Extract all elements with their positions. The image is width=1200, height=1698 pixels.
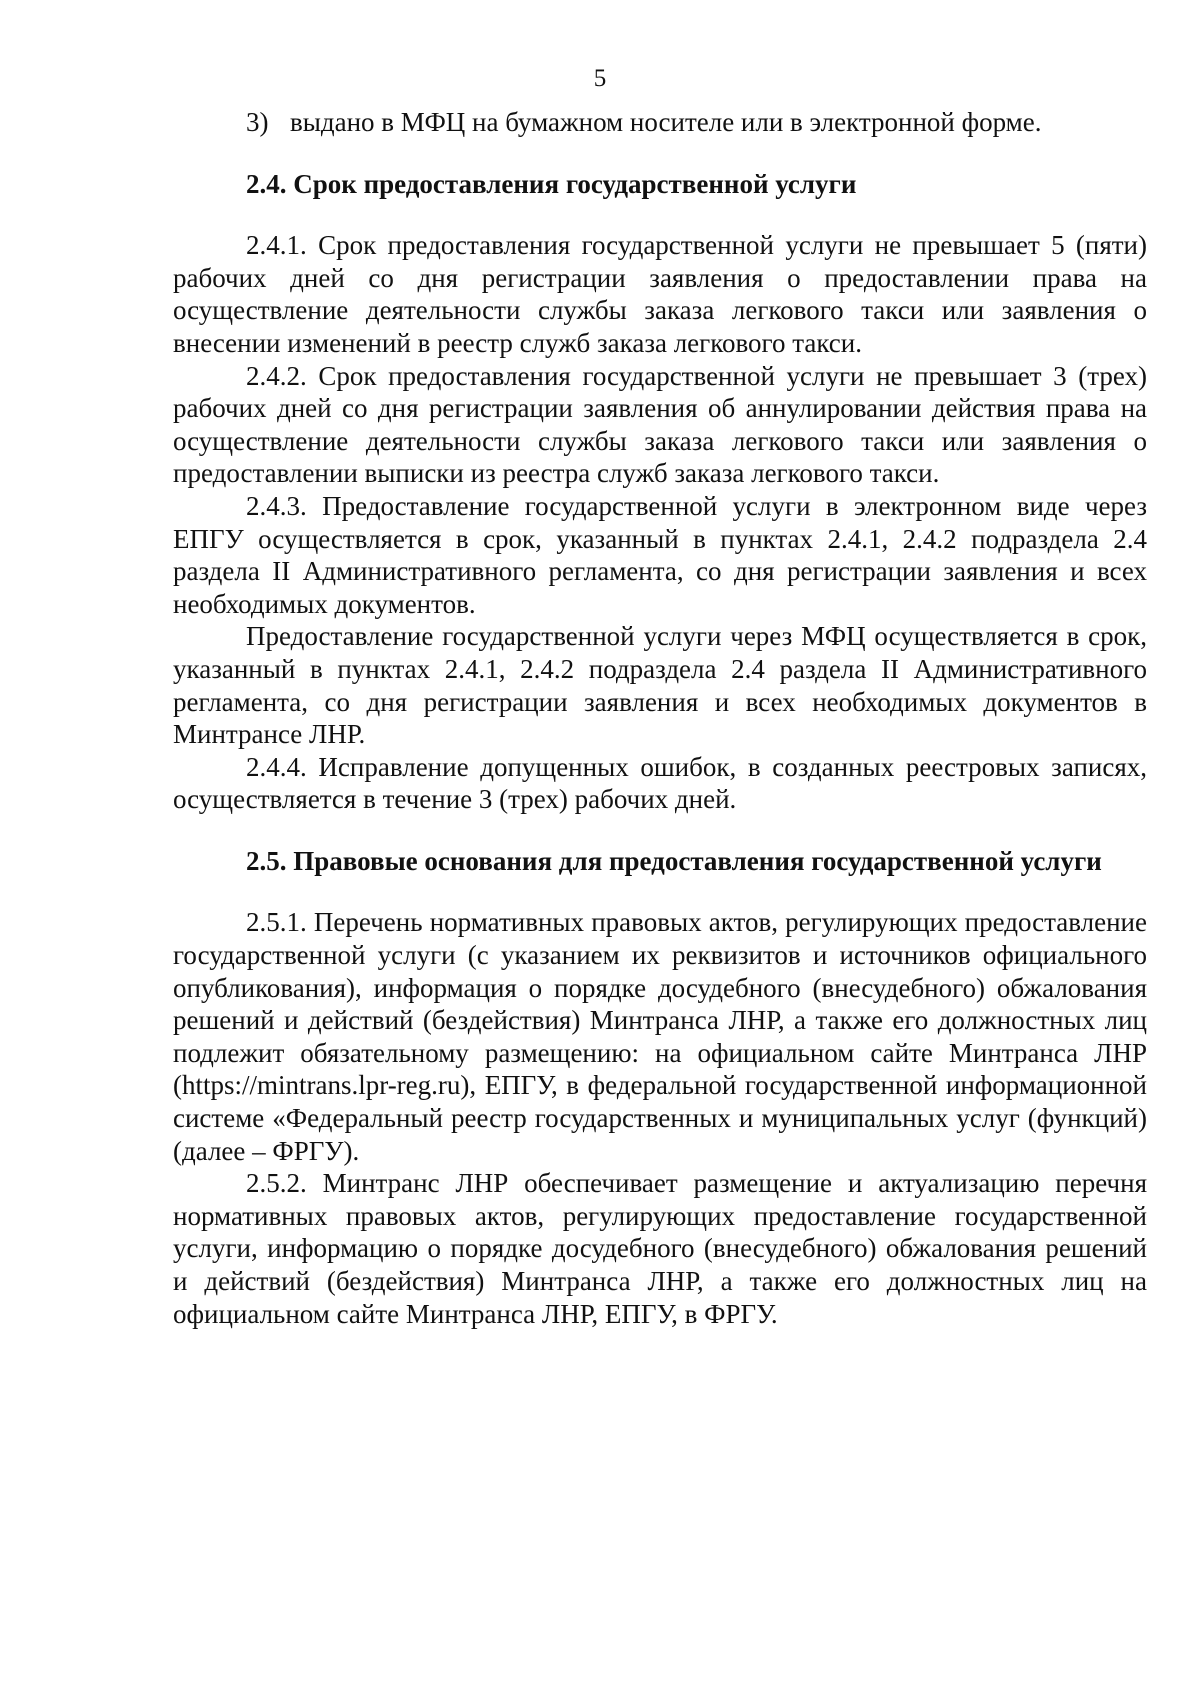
paragraph-2-4-2: 2.4.2. Срок предоставления государственной услуги не превышает 3 (трех) рабочих дней со дня регистрации заявления об аннулировании действия права на осуществление деятельности службы заказа легкового такси или заявления о предоставлении выписки из реестра служб заказа легкового такси. bbox=[173, 360, 1147, 489]
paragraph-mfc: Предоставление государственной услуги через МФЦ осуществляется в срок, указанный в пунктах 2.4.1, 2.4.2 подраздела 2.4 раздела II Административного регламента, со дня регистрации заявления и всех необходимых документов в Минтрансе ЛНР. bbox=[173, 621, 1147, 750]
section-heading-2-5: 2.5. Правовые основания для предоставления государственной услуги bbox=[246, 845, 1102, 876]
list-item-number: 3) bbox=[246, 107, 269, 137]
page-number: 5 bbox=[593, 65, 607, 92]
section-heading-2-4: 2.4. Срок предоставления государственной услуги bbox=[246, 168, 857, 199]
list-item bbox=[173, 106, 1147, 139]
list-item-text: выдано в МФЦ на бумажном носителе или в электронной форме. bbox=[290, 107, 1042, 137]
paragraph-2-4-1: 2.4.1. Срок предоставления государственной услуги не превышает 5 (пяти) рабочих дней со дня регистрации заявления о предоставлении права на осуществление деятельности службы заказа легкового такси или заявления о внесении изменений в реестр служб заказа легкового такси. bbox=[173, 230, 1147, 358]
paragraph-2-5-1: 2.5.1. Перечень нормативных правовых актов, регулирующих предоставление государственной услуги (с указанием их реквизитов и источников официального опубликования), информация о порядке досудебного (внесудебного) обжалования решений и действий (бездействия) Минтранса ЛНР, а также его должностных лиц подлежит обязательному размещению: на официальном сайте Минтранса ЛНР (https://mintrans.lpr-reg.ru), ЕПГУ, в федеральной государственной информационной системе «Федеральный реестр государственных и муниципальных услуг (функций) (далее – ФРГУ). bbox=[173, 907, 1147, 1166]
paragraph-2-4-4: 2.4.4. Исправление допущенных ошибок, в созданных реестровых записях, осуществляется в течение 3 (трех) рабочих дней. bbox=[173, 751, 1147, 815]
paragraph-2-4-3: 2.4.3. Предоставление государственной услуги в электронном виде через ЕПГУ осуществляется в срок, указанный в пунктах 2.4.1, 2.4.2 подраздела 2.4 раздела II Административного регламента, со дня регистрации заявления и всех необходимых документов. bbox=[173, 490, 1147, 619]
paragraph-2-5-2: 2.5.2. Минтранс ЛНР обеспечивает размещение и актуализацию перечня нормативных правовых актов, регулирующих предоставление государственной услуги, информацию о порядке досудебного (внесудебного) обжалования решений и действий (бездействия) Минтранса ЛНР, а также его должностных лиц на официальном сайте Минтранса ЛНР, ЕПГУ, в ФРГУ. bbox=[173, 1168, 1147, 1329]
document-body bbox=[173, 106, 1147, 1330]
